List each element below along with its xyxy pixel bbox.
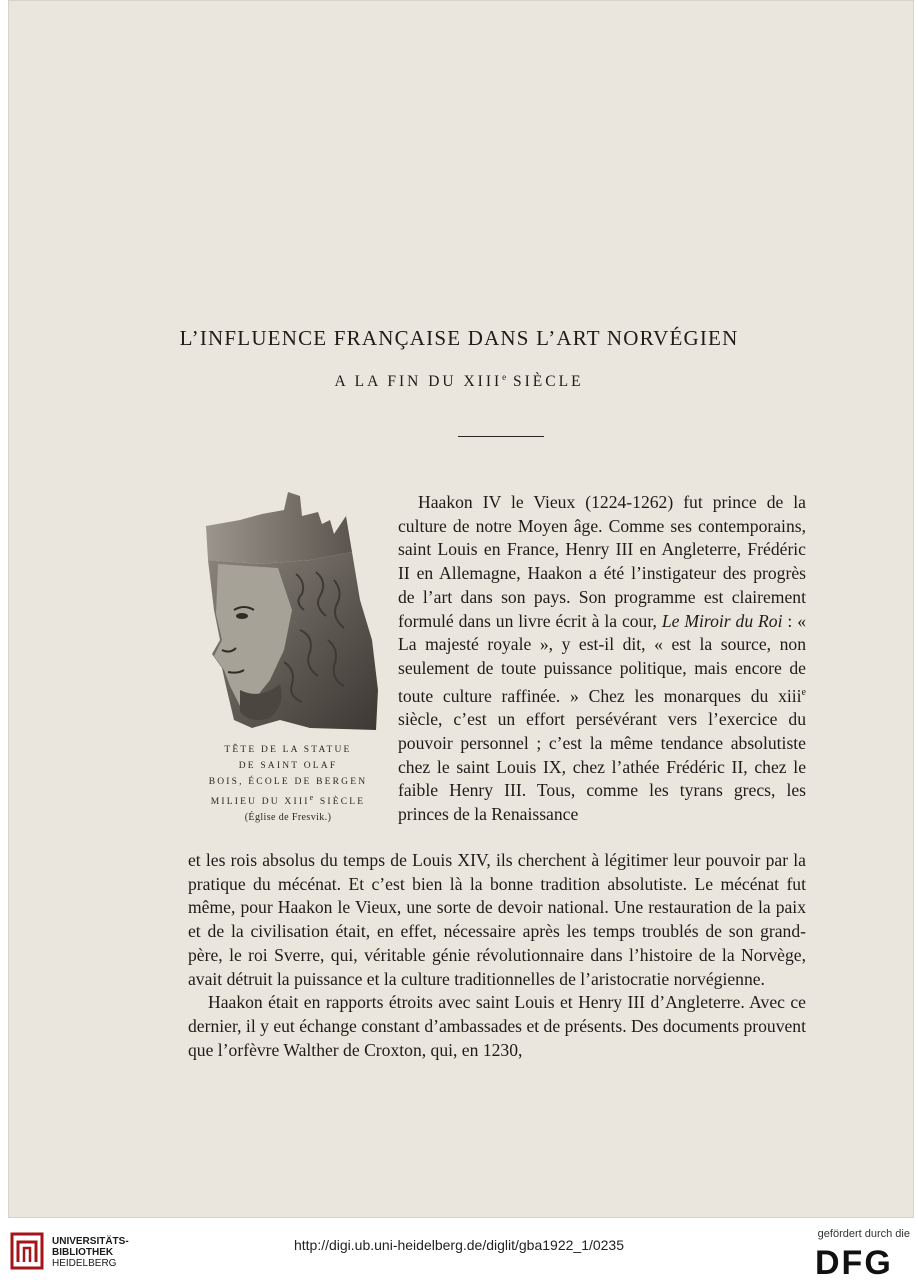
figure-caption (188, 742, 388, 826)
caption-line: TÊTE DE LA STATUE (224, 745, 352, 755)
title-divider (458, 436, 544, 437)
dfg-logo: DFG (815, 1244, 893, 1282)
article-title: L’INFLUENCE FRANÇAISE DANS L’ART NORVÉGIEN (179, 326, 739, 350)
caption-line: DE SAINT OLAF (238, 761, 338, 771)
caption-line: BOIS, ÉCOLE DE BERGEN (208, 777, 368, 787)
saint-olaf-head-illustration (200, 490, 382, 735)
funding-caption: gefördert durch die (817, 1228, 910, 1240)
paragraph-1-narrow: Haakon IV le Vieux (1224-1262) fut prince de la culture de notre Moyen âge. Comme ses contemporains, saint Louis en France, Henry III en Angleterre, Frédéric II en Allemagne, Haakon a été l’instigateur des progrès de l’art dans son pays. Son programme est clairement formulé dans un livre écrit à la cour, Le Miroir du Roi : « La majesté royale », y est-il dit, « est la source, non seulement de toute puissance politique, mais encore de toute culture raffinée. » Chez les monarques du xiii$^e$ siècle, c’est un effort persévérant vers l’exercice du pouvoir personnel ; c’est la même tendance absolutiste chez le saint Louis IX, chez l’athée Frédéric II, chez le faible Henry III. Tous, comme les tyrans grecs, les princes de la Renaissance (398, 492, 806, 824)
university-library-name: UNIVERSITÄTS- BIBLIOTHEK HEIDELBERG (52, 1236, 129, 1269)
caption-line: MILIEU DU XIIIe SIÈCLE (210, 793, 366, 808)
paragraph-1-wide: et les rois absolus du temps de Louis XIV, ils cherchent à légitimer leur pouvoir par la pratique du mécénat. Et c’est bien là la bonne tradition absolutiste. Le mécénat fut même, pour Haakon le Vieux, une sorte de devoir national. Une restauration de la paix et de la civilisation était, en effet, nécessaire après les temps troublés de son grand-père, le roi Sverre, qui, véritable génie révolutionnaire dans l’histoire de la Norvège, avait détruit la puissance et la culture traditionnelles de l’aristocratie norvégienne. Haakon était en rapports étroits avec saint Louis et Henry III d’Angleterre. Avec ce dernier, il y eut échange constant d’ambassades et de présents. Des documents prouvent que l’orfèvre Walther de Croxton, qui, en 1230, (188, 850, 806, 1060)
paragraph-2: Haakon était en rapports étroits avec saint Louis et Henry III d’Angleterre. Avec ce dernier, il y eut échange constant d’ambassades et de présents. Des documents prouvent que l’orfèvre Walther de Croxton, qui, en 1230, (188, 992, 806, 1060)
caption-location: (Église de Fresvik.) (244, 812, 332, 824)
permalink-url[interactable]: http://digi.ub.uni-heidelberg.de/diglit/gba1922_1/0235 (293, 1237, 625, 1253)
article-subtitle: A LA FIN DU XIIIe SIÈCLE (334, 372, 584, 391)
